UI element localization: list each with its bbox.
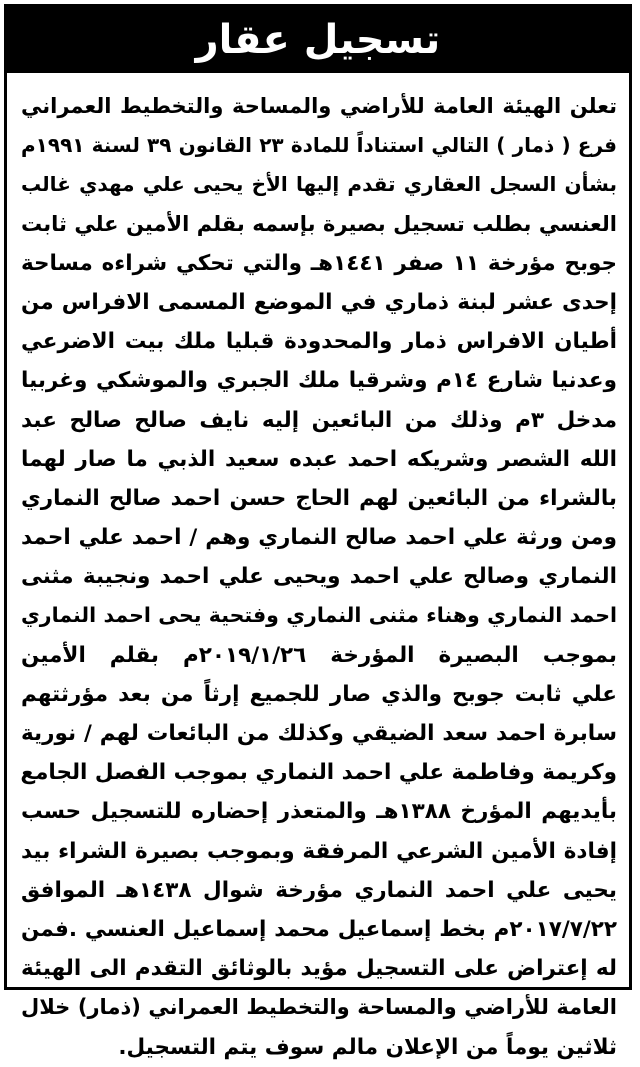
- notice-line-13: النماري وصالح علي احمد ويحيى علي احمد ونجيبة مثنى: [21, 564, 617, 590]
- notice-line-20: إفادة الأمين الشرعي المرفقة وبموجب بصيرة الشراء بيد: [21, 838, 617, 864]
- notice-line-11: بالشراء من البائعين لهم الحاج حسن احمد صالح النماري: [21, 485, 617, 511]
- notice-line-5: جوبح مؤرخة ١١ صفر ١٤٤١هـ والتي تحكي شراءه مساحة: [21, 250, 617, 276]
- notice-line-4: العنسي بطلب تسجيل بصيرة بإسمه بقلم الأمين علي ثابت: [21, 211, 617, 236]
- notice-line-22: ٢٠١٧/٧/٢٢م بخط إسماعيل محمد إسماعيل العنسي .فمن: [21, 916, 617, 942]
- notice-line-21: يحيى علي احمد النماري مؤرخة شوال ١٤٣٨هـ الموافق: [21, 877, 617, 903]
- notice-body: [21, 87, 617, 1067]
- notice-line-9: مدخل ٣م وذلك من البائعين إليه نايف صالح صالح عبد: [21, 407, 618, 433]
- notice-line-6: إحدى عشر لبنة ذماري في الموضع المسمى الافراس من: [21, 289, 617, 315]
- notice-line-10: الله الشصر وشريكه احمد عبده سعيد الذبي ما صار لهما: [21, 446, 617, 472]
- notice-line-8: وعدنيا شارع ١٤م وشرقيا ملك الجبري والموشكي وغربيا: [21, 368, 617, 394]
- notice-line-12: ومن ورثة علي احمد صالح النماري وهم / احمد علي احمد: [21, 525, 617, 551]
- title-banner: [7, 7, 629, 73]
- notice-line-19: بأيديهم المؤرخ ١٣٨٨هـ والمتعذر إحضاره للتسجيل حسب: [21, 799, 617, 825]
- notice-line-16: علي ثابت جوبح والذي صار للجميع إرثاً من بعد مؤرثتهم: [21, 681, 617, 707]
- notice-line-17: سابرة احمد سعد الضيقي وكذلك من البائعات لهم / نورية: [21, 721, 617, 746]
- notice-line-23: له إعتراض على التسجيل مؤيد بالوثائق التقدم الى الهيئة: [21, 956, 617, 982]
- notice-line-7: أطيان الافراس ذمار والمحدودة قبليا ملك بيت الاضرعي: [21, 329, 617, 355]
- notice-line-3: بشأن السجل العقاري تقدم إليها الأخ يحيى علي مهدي غالب: [21, 172, 617, 197]
- notice-line-25: ثلاثين يوماً من الإعلان مالم سوف يتم التسجيل.: [118, 1034, 617, 1060]
- notice-frame: [4, 4, 632, 1060]
- notice-line-24: العامة للأراضي والمساحة والتخطيط العمراني (ذمار) خلال: [21, 995, 617, 1020]
- notice-line-18: وكريمة وفاطمة علي احمد النماري بموجب الفصل الجامع: [20, 760, 617, 786]
- notice-title: تسجيل عقار: [195, 17, 441, 63]
- notice-line-1: تعلن الهيئة العامة للأراضي والمساحة والتخطيط العمراني: [21, 94, 617, 118]
- notice-line-2: فرع ( ذمار ) التالي استناداً للمادة ٢٣ القانون ٣٩ لسنة ١٩٩١م: [21, 133, 617, 158]
- notice-line-14: احمد النماري وهناء مثنى النماري وفتحية يحى احمد النماري: [21, 603, 617, 628]
- notice-line-15: بموجب البصيرة المؤرخة ٢٠١٩/١/٢٦م بقلم الأمين: [21, 642, 617, 668]
